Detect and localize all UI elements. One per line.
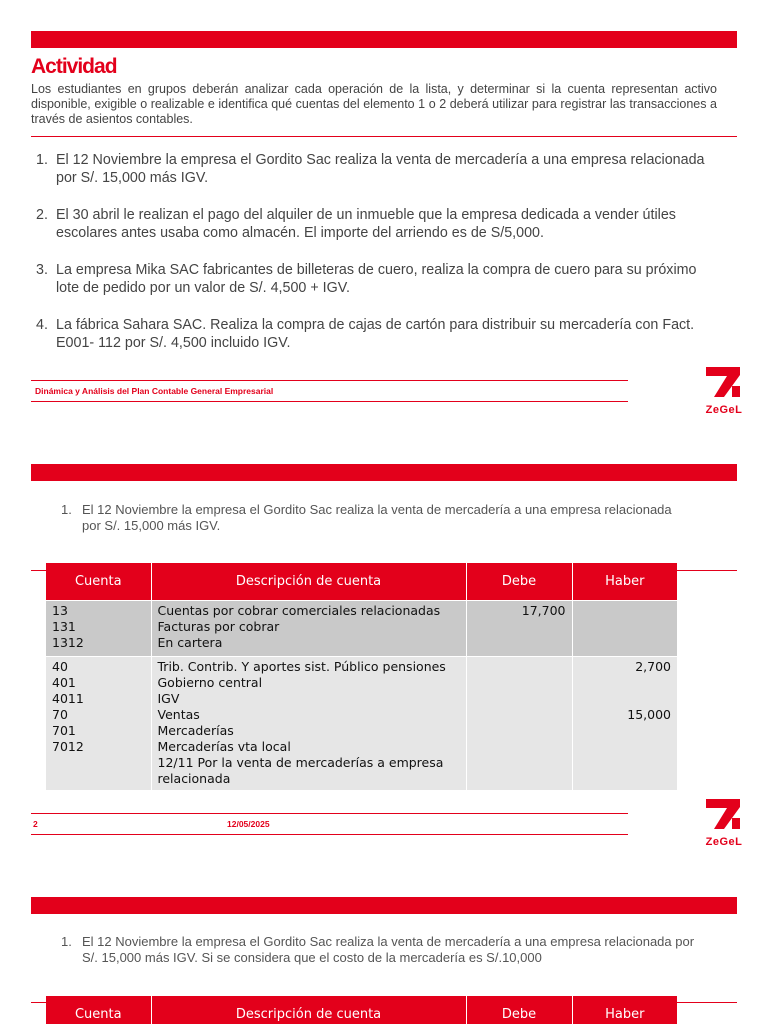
cuenta-cell: 40 401 4011 70 701 7012 [46,656,151,790]
table-accent-right [677,1002,737,1003]
header-bar [31,897,737,914]
header-cuenta: Cuenta [46,996,151,1024]
table-accent-left [31,570,46,571]
footer-line-top [31,813,628,814]
zegel-logo-icon [706,799,742,831]
footer-line-bottom [31,834,628,835]
header-descripcion: Descripción de cuenta [151,563,466,600]
debe-cell [466,656,572,790]
footer-title: Dinámica y Análisis del Plan Contable General Empresarial [35,386,274,396]
list-item: 2. El 30 abril le realizan el pago del alquiler de un inmueble que la empresa dedicada a vender útiles escolares antes usaba como almacén. El importe del arriendo es de S/5,000. [36,207,676,241]
zegel-logo [700,799,748,849]
intro-paragraph: Los estudiantes en grupos deberán analizar cada operación de la lista, y determinar si la cuenta representan activo disponible, exigible o realizable e identifica qué cuentas del elemento 1 o 2 deberá utilizar para registrar las transacciones a través de asientos contables. [31,82,717,126]
slide-journal-entry-cost [0,864,768,1024]
zegel-logo [700,367,748,417]
header-debe: Debe [466,563,572,600]
list-item: 1. El 12 Noviembre la empresa el Gordito Sac realiza la venta de mercadería a una empresa relacionada por S/. 15,000 más IGV. [36,152,705,186]
activity-list [36,151,706,371]
table-row [46,600,677,656]
haber-cell [572,600,677,656]
header-debe: Debe [466,996,572,1024]
table-header-row [46,563,677,600]
header-descripcion: Descripción de cuenta [151,996,466,1024]
table-accent-left [31,1002,46,1003]
footer-line-bottom [31,401,628,402]
header-bar [31,464,737,481]
header-bar [31,31,737,48]
logo-text: ZeGeL [705,836,743,848]
table-row [46,656,677,790]
footer-line-top [31,380,628,381]
cuenta-cell: 13 131 1312 [46,600,151,656]
list-item: 4. La fábrica Sahara SAC. Realiza la compra de cajas de cartón para distribuir su mercadería con Fact. E001- 112 por S/. 4,500 incluido IGV. [36,317,695,351]
journal-table [46,563,677,790]
slide-number: 2 [33,819,38,829]
header-cuenta: Cuenta [46,563,151,600]
slide-title: Actividad [31,55,117,78]
descripcion-cell: Cuentas por cobrar comerciales relacionadas Facturas por cobrar En cartera [151,600,466,656]
journal-table [46,996,677,1024]
logo-text: ZeGeL [705,404,743,416]
descripcion-cell: Trib. Contrib. Y aportes sist. Público pensiones Gobierno central IGV Ventas Mercaderías Mercaderías vta local 12/11 Por la venta de mercaderías a empresa relacionada [151,656,466,790]
footer-date: 12/05/2025 [227,819,270,829]
haber-cell: 2,700 15,000 [572,656,677,790]
list-item: 3. La empresa Mika SAC fabricantes de billeteras de cuero, realiza la compra de cuero para su próximo lote de pedido por un valor de S/. 4,500 + IGV. [36,262,697,296]
header-haber: Haber [572,563,677,600]
divider [31,136,737,137]
debe-cell: 17,700 [466,600,572,656]
question-item: 1. El 12 Noviembre la empresa el Gordito Sac realiza la venta de mercadería a una empresa relacionada por S/. 15,000 más IGV. Si se considera que el costo de la mercadería es S/.10,000 [61,934,695,965]
question-item: 1. El 12 Noviembre la empresa el Gordito Sac realiza la venta de mercadería a una empresa relacionada por S/. 15,000 más IGV. [61,502,672,533]
slide-activity [0,0,768,432]
header-haber: Haber [572,996,677,1024]
table-header-row [46,996,677,1024]
table-accent-right [677,570,737,571]
zegel-logo-icon [706,367,742,399]
slide-journal-entry [0,432,768,864]
